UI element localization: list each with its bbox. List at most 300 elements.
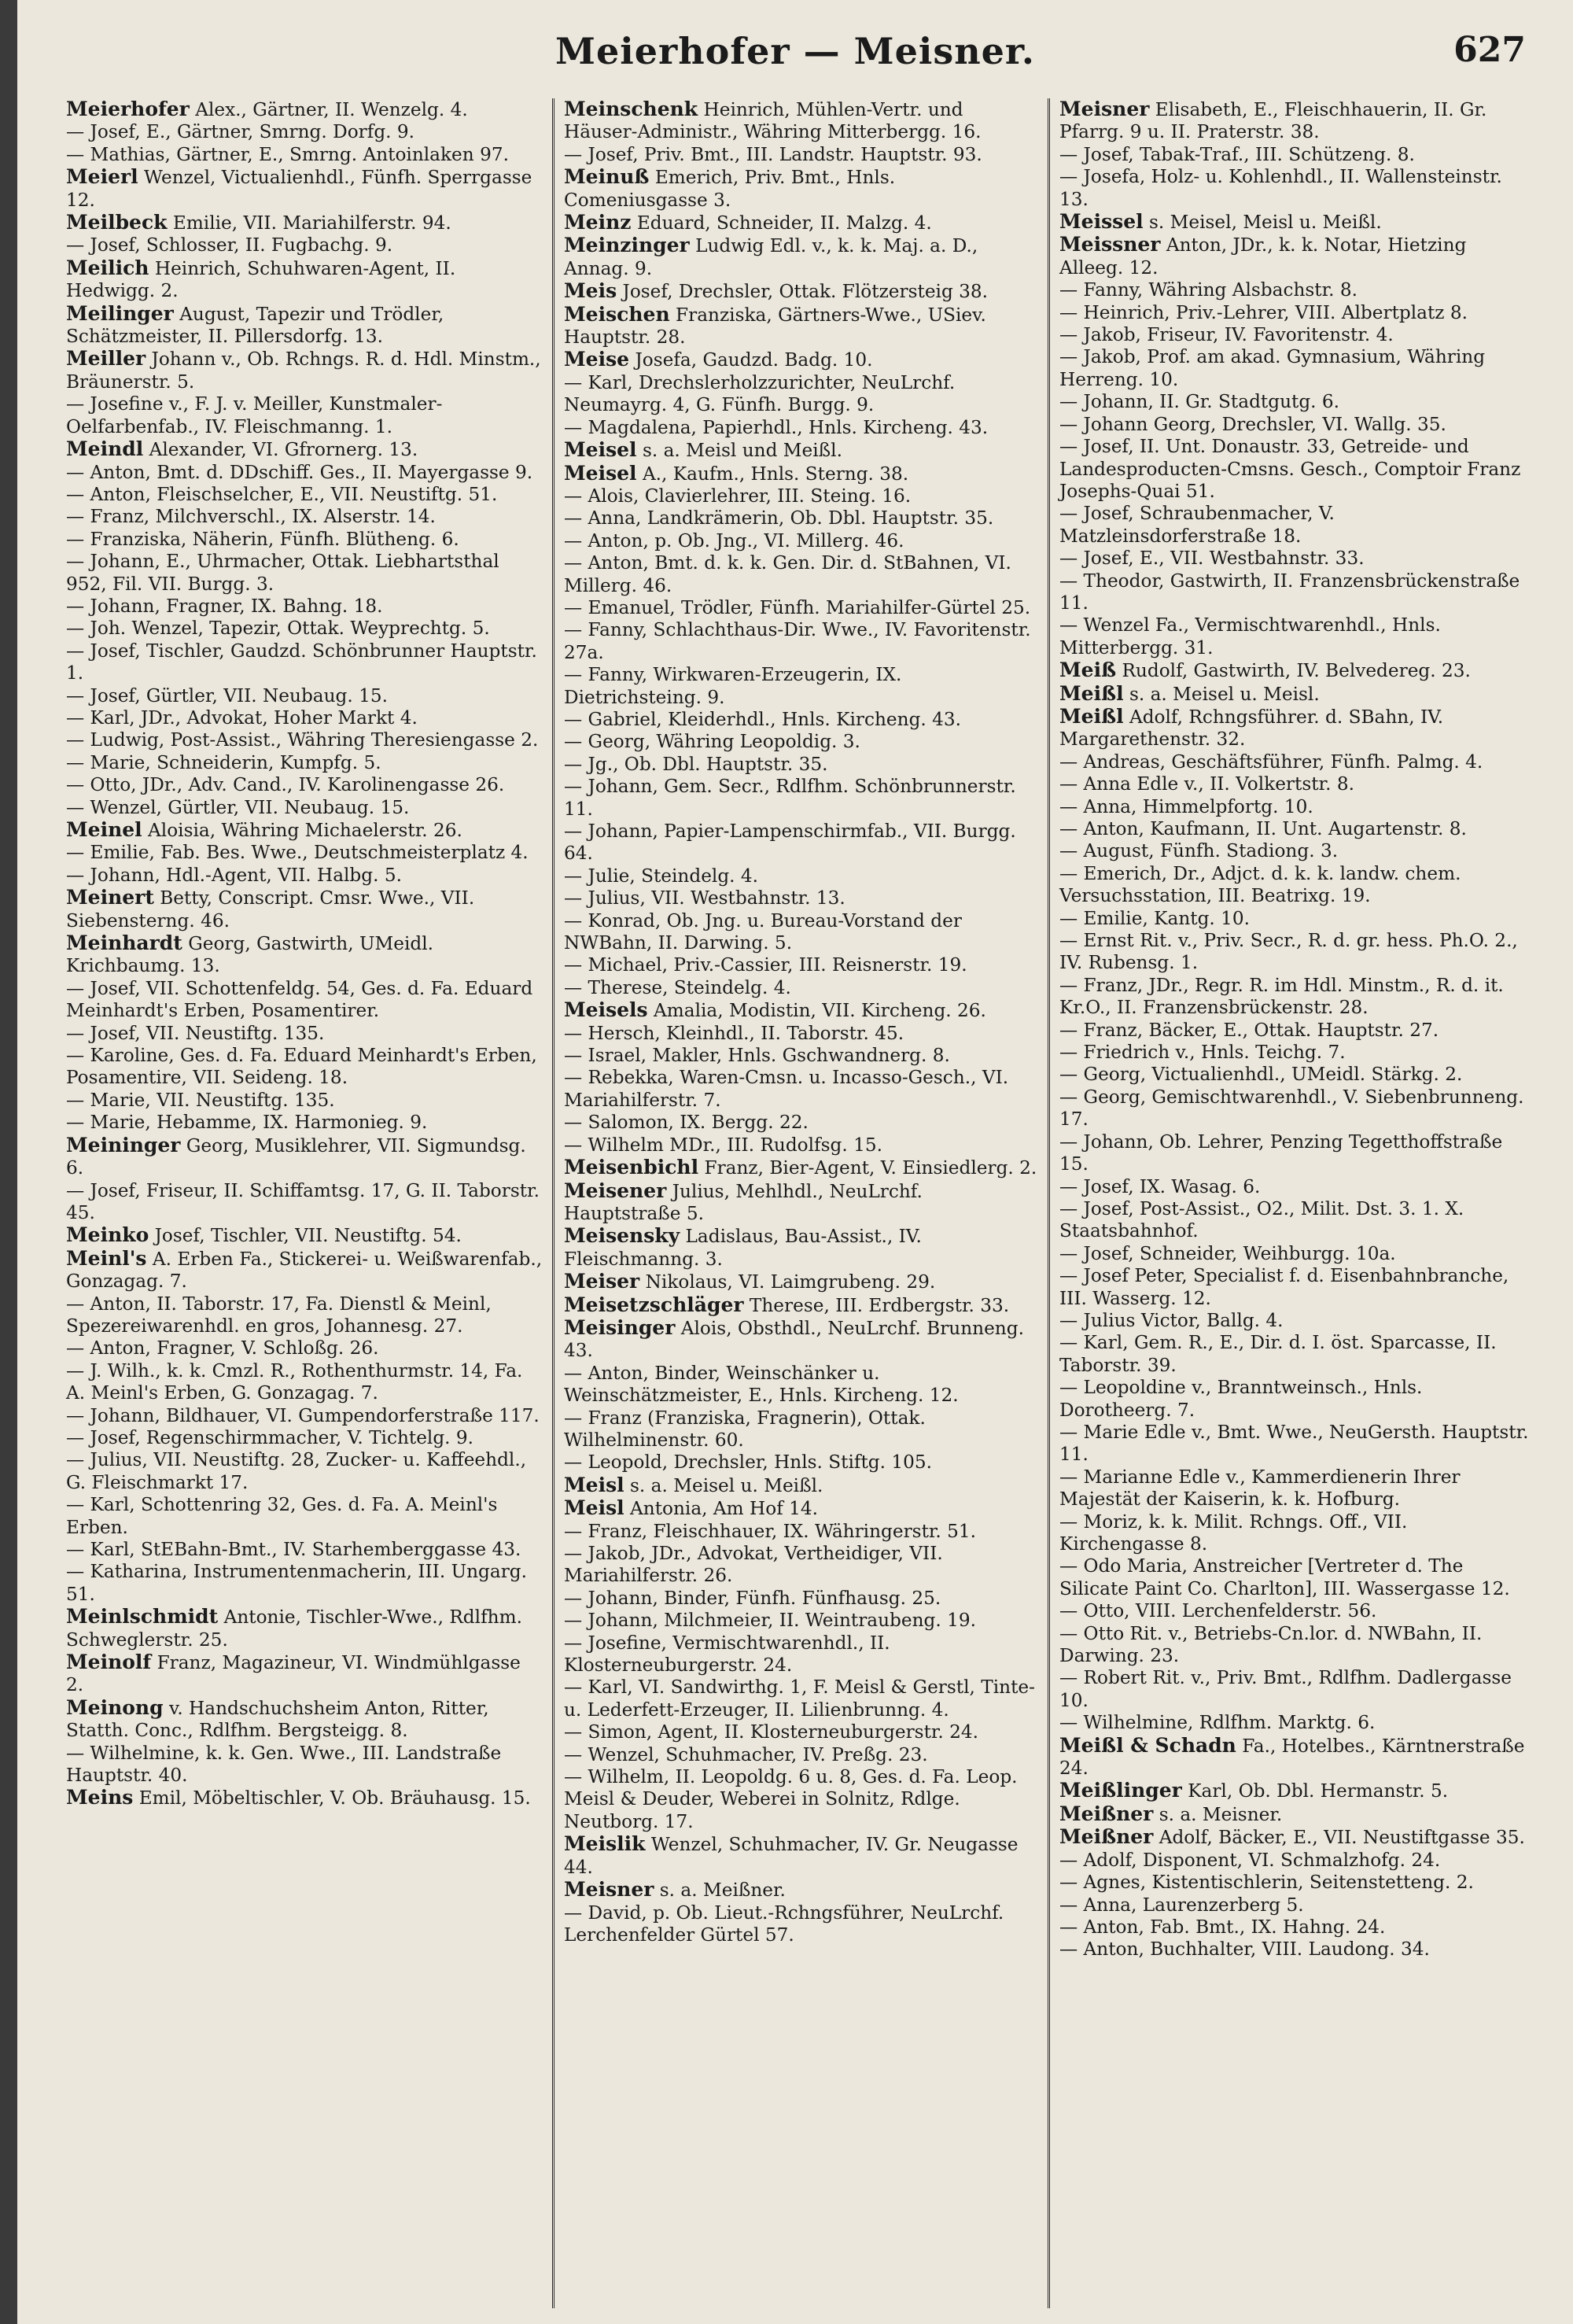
directory-entry: [1059, 391, 1534, 413]
entry-details: Betty, Conscript. Cmsr. Wwe., VII. Siebensterng. 46.: [66, 887, 475, 931]
entry-details: s. a. Meisel u. Meisl.: [1129, 683, 1320, 705]
entry-details: — Ernst Rit. v., Priv. Secr., R. d. gr. hess. Ph.O. 2., IV. Rubensg. 1.: [1059, 930, 1518, 974]
entry-details: Alex., Gärtner, II. Wenzelg. 4.: [195, 99, 468, 120]
directory-entry: [1059, 1466, 1534, 1511]
entry-details: — Franz, Fleischhauer, IX. Währingerstr. 51.: [564, 1520, 977, 1542]
entry-details: Wenzel, Victualienhdl., Fünfh. Sperrgasse 12.: [66, 167, 532, 211]
directory-entry: [1059, 548, 1534, 570]
entry-details: — Franz, Milchverschl., IX. Alserstr. 14.: [66, 506, 436, 528]
directory-entry: [66, 729, 543, 751]
entry-surname: Meinko: [66, 1223, 149, 1247]
directory-entry: [66, 932, 543, 978]
entry-details: — Therese, Steindelg. 4.: [564, 976, 791, 998]
directory-entry: [1059, 1422, 1534, 1466]
entry-details: — Franz (Franziska, Fragnerin), Ottak. Wilhelminenstr. 60.: [564, 1407, 926, 1451]
entry-details: — Joh. Wenzel, Tapezir, Ottak. Weyprechtg. 5.: [66, 618, 490, 640]
directory-entry: [564, 1225, 1038, 1271]
entry-details: s. a. Meisel u. Meißl.: [630, 1474, 823, 1496]
directory-entry: [564, 1294, 1038, 1317]
entry-details: — Jakob, Friseur, IV. Favoritenstr. 4.: [1059, 324, 1394, 346]
directory-entry: [1059, 1042, 1534, 1064]
entry-details: — Anton, Fragner, V. Schloßg. 26.: [66, 1337, 379, 1359]
directory-entry: [564, 821, 1038, 865]
entry-details: Emilie, VII. Mariahilferstr. 94.: [172, 212, 451, 234]
entry-details: — Josef, Schraubenmacher, V. Matzleinsdorferstraße 18.: [1059, 503, 1335, 547]
directory-entry: [564, 1902, 1038, 1947]
entry-details: August, Tapezir und Trödler, Schätzmeister, II. Pillersdorfg. 13.: [66, 303, 444, 348]
directory-columns: [57, 98, 1557, 2308]
entry-details: Therese, III. Erdbergstr. 33.: [749, 1294, 1010, 1316]
entry-surname: Meinuß: [564, 165, 650, 189]
entry-surname: Meisels: [564, 998, 648, 1022]
entry-details: — Josef, Post-Assist., O2., Milit. Dst. 3. 1. X. Staatsbahnhof.: [1059, 1197, 1464, 1242]
directory-entry: [564, 212, 1038, 234]
entry-surname: Meiller: [66, 347, 146, 371]
directory-entry: [66, 1337, 543, 1359]
directory-entry: [1059, 1872, 1534, 1894]
directory-entry: [66, 1743, 543, 1787]
entry-details: — Simon, Agent, II. Klosterneuburgerstr. 24.: [564, 1721, 979, 1743]
entry-details: — Julius, VII. Neustiftg. 28, Zucker- u. Kaffeehdl., G. Fleischmarkt 17.: [66, 1449, 527, 1493]
entry-details: s. a. Meisl und Meißl.: [642, 440, 842, 462]
directory-entry: [564, 776, 1038, 821]
entry-details: — Josefine, Vermischtwarenhdl., II. Klosterneuburgerstr. 24.: [564, 1632, 890, 1677]
entry-details: A. Erben Fa., Stickerei- u. Weißwarenfab., Gonzagag. 7.: [66, 1248, 543, 1293]
entry-details: — Leopoldine v., Branntweinsch., Hnls. Dorotheerg. 7.: [1059, 1377, 1423, 1421]
entry-details: — Johann, Fragner, IX. Bahng. 18.: [66, 595, 383, 617]
directory-entry: [564, 1112, 1038, 1134]
entry-details: — Fanny, Währing Alsbachstr. 8.: [1059, 279, 1358, 301]
entry-details: — Johann Georg, Drechsler, VI. Wallg. 35.: [1059, 413, 1446, 435]
entry-details: — Josefine v., F. J. v. Meiller, Kunstmaler-Oelfarbenfab., IV. Fleischmanng. 1.: [66, 393, 443, 437]
entry-surname: Meissner: [1059, 233, 1161, 256]
directory-entry: [564, 1134, 1038, 1156]
directory-entry: [1059, 1667, 1534, 1712]
directory-entry: [1059, 1243, 1534, 1265]
entry-details: — Georg, Währing Leopoldig. 3.: [564, 731, 860, 753]
directory-entry: [1059, 614, 1534, 659]
entry-details: — Konrad, Ob. Jng. u. Bureau-Vorstand der NWBahn, II. Darwing. 5.: [564, 909, 962, 954]
entry-details: — Josef, E., Gärtner, Smrng. Dorfg. 9.: [66, 121, 415, 143]
directory-entry: [564, 98, 1038, 144]
entry-details: — Franz, Bäcker, E., Ottak. Hauptstr. 27.: [1059, 1019, 1439, 1041]
directory-entry: [1059, 279, 1534, 301]
directory-entry: [66, 1360, 543, 1405]
directory-entry: [564, 977, 1038, 999]
entry-surname: Meisl: [564, 1496, 624, 1520]
entry-surname: Meinl's: [66, 1246, 147, 1270]
entry-details: Amalia, Modistin, VII. Kircheng. 26.: [654, 1000, 986, 1022]
entry-details: — August, Fünfh. Stadiong. 3.: [1059, 840, 1339, 862]
directory-entry: [564, 485, 1038, 507]
entry-details: — Johann, Ob. Lehrer, Penzing Tegetthoffstraße 15.: [1059, 1131, 1503, 1175]
entry-details: — Julius Victor, Ballg. 4.: [1059, 1309, 1284, 1331]
directory-entry: [1059, 414, 1534, 436]
entry-surname: Meißner: [1059, 1802, 1154, 1825]
entry-details: — Georg, Gemischtwarenhdl., V. Siebenbrunneng. 17.: [1059, 1086, 1524, 1131]
directory-entry: [66, 212, 543, 234]
directory-entry: [66, 348, 543, 393]
entry-details: — Jakob, JDr., Advokat, Vertheidiger, VII. Mariahilferstr. 26.: [564, 1543, 943, 1587]
entry-details: — Karl, Schottenring 32, Ges. d. Fa. A. Meinl's Erben.: [66, 1494, 498, 1538]
entry-details: — Marianne Edle v., Kammerdienerin Ihrer Majestät der Kaiserin, k. k. Hofburg.: [1059, 1466, 1461, 1511]
entry-details: — Johann, Binder, Fünfh. Fünfhausg. 25.: [564, 1587, 941, 1609]
entry-details: — Emerich, Dr., Adjct. d. k. k. landw. chem. Versuchsstation, III. Beatrixg. 19.: [1059, 862, 1461, 907]
entry-details: — Marie, Hebamme, IX. Harmonieg. 9.: [66, 1112, 428, 1134]
entry-details: — Josef, Gürtler, VII. Neubaug. 15.: [66, 684, 389, 706]
directory-entry: [564, 417, 1038, 439]
directory-entry: [564, 530, 1038, 552]
entry-details: — David, p. Ob. Lieut.-Rchngsführer, NeuLrchf. Lerchenfelder Gürtel 57.: [564, 1902, 1004, 1946]
entry-surname: Meisner: [564, 1878, 654, 1902]
entry-details: Julius, Mehlhdl., NeuLrchf. Hauptstraße 5.: [564, 1180, 923, 1224]
directory-entry: [66, 393, 543, 438]
directory-entry: [564, 731, 1038, 753]
directory-entry: [564, 1721, 1038, 1743]
entry-details: — Ludwig, Post-Assist., Währing Theresiengasse 2.: [66, 729, 539, 751]
directory-entry: [564, 597, 1038, 619]
entry-details: — Anna Edle v., II. Volkertstr. 8.: [1059, 773, 1354, 795]
directory-entry: [66, 144, 543, 166]
directory-entry: [564, 552, 1038, 597]
directory-entry: [1059, 436, 1534, 503]
directory-entry: [66, 707, 543, 729]
directory-entry: [1059, 1916, 1534, 1939]
entry-details: Georg, Gastwirth, UMeidl. Krichbaumg. 13.: [66, 933, 434, 977]
entry-surname: Meindl: [66, 437, 144, 461]
entry-details: — Josef, Regenschirmmacher, V. Tichtelg. 9.: [66, 1426, 474, 1448]
entry-surname: Meißl & Schadn: [1059, 1733, 1236, 1757]
entry-details: — Julius, VII. Westbahnstr. 13.: [564, 887, 845, 909]
directory-entry: [564, 1588, 1038, 1610]
column-2: [552, 98, 1048, 2308]
directory-entry: [564, 1067, 1038, 1112]
entry-details: — Wilhelm, II. Leopoldg. 6 u. 8, Ges. d. Fa. Leop. Meisl & Deuder, Weberei in Solnitz, Rdlge. Neutborg. 17.: [564, 1766, 1018, 1832]
directory-entry: [564, 144, 1038, 166]
entry-details: — Theodor, Gastwirth, II. Franzensbrückenstraße 11.: [1059, 570, 1520, 614]
directory-entry: [66, 257, 543, 303]
directory-entry: [564, 280, 1038, 303]
entry-details: — Gabriel, Kleiderhdl., Hnls. Kircheng. 43.: [564, 708, 962, 730]
entry-details: Heinrich, Mühlen-Vertr. und Häuser-Administr., Währing Mitterbergg. 16.: [564, 99, 982, 143]
entry-details: Johann v., Ob. Rchngs. R. d. Hdl. Minstm., Bräunerstr. 5.: [66, 349, 541, 393]
entry-surname: Meinschenk: [564, 98, 698, 120]
entry-details: — Wenzel, Gürtler, VII. Neubaug. 15.: [66, 796, 410, 818]
entry-surname: Meisel: [564, 461, 637, 485]
entry-details: — Hersch, Kleinhdl., II. Taborstr. 45.: [564, 1022, 904, 1044]
directory-entry: [66, 618, 543, 640]
directory-entry: [564, 1766, 1038, 1833]
entry-details: — Johann, Papier-Lampenschirmfab., VII. Burgg. 64.: [564, 821, 1016, 865]
directory-entry: [1059, 930, 1534, 975]
entry-details: — Karoline, Ges. d. Fa. Eduard Meinhardt's Erben, Posamentire, VII. Seideng. 18.: [66, 1045, 537, 1089]
entry-details: — Otto Rit. v., Betriebs-Cn.lor. d. NWBahn, II. Darwing. 23.: [1059, 1622, 1483, 1667]
entry-details: — Wenzel Fa., Vermischtwarenhdl., Hnls. Mitterbergg. 31.: [1059, 614, 1441, 658]
entry-surname: Meisetzschläger: [564, 1293, 744, 1316]
entry-details: Adolf, Bäcker, E., VII. Neustiftgasse 35.: [1159, 1827, 1525, 1849]
directory-entry: [564, 439, 1038, 462]
entry-details: — Alois, Clavierlehrer, III. Steing. 16.: [564, 485, 912, 507]
entry-surname: Meisner: [1059, 98, 1150, 120]
entry-details: — Anton, Kaufmann, II. Unt. Augartenstr. 8.: [1059, 818, 1467, 839]
directory-entry: [564, 1610, 1038, 1632]
entry-details: — Josef, II. Unt. Donaustr. 33, Getreide- und Landesproducten-Cmsns. Gesch., Comptoir Franz Josephs-Quai 51.: [1059, 436, 1521, 502]
directory-entry: [564, 1497, 1038, 1520]
directory-entry: [66, 506, 543, 528]
directory-entry: [1059, 1555, 1534, 1600]
entry-details: Alexander, VI. Gfrornerg. 13.: [149, 439, 418, 461]
entry-details: — Otto, VIII. Lerchenfelderstr. 56.: [1059, 1600, 1377, 1622]
entry-details: — Anton, Bmt. d. k. k. Gen. Dir. d. StBahnen, VI. Millerg. 46.: [564, 552, 1011, 596]
directory-entry: [564, 507, 1038, 529]
directory-entry: [66, 166, 543, 212]
entry-surname: Meins: [66, 1786, 134, 1809]
entry-surname: Meilich: [66, 256, 149, 279]
entry-details: Emerich, Priv. Bmt., Hnls. Comeniusgasse 3.: [564, 167, 896, 211]
entry-details: Josef, Drechsler, Ottak. Flötzersteig 38.: [622, 281, 989, 303]
entry-details: — Fanny, Wirkwaren-Erzeugerin, IX. Dietrichsteing. 9.: [564, 664, 902, 708]
directory-entry: [66, 529, 543, 551]
directory-entry: [1059, 1939, 1534, 1961]
directory-entry: [564, 709, 1038, 731]
entry-details: Franziska, Gärtners-Wwe., USiev. Hauptstr. 28.: [564, 304, 986, 349]
entry-details: — Josef, Priv. Bmt., III. Landstr. Hauptstr. 93.: [564, 143, 982, 165]
entry-details: — Anton, Buchhalter, VIII. Laudong. 34.: [1059, 1939, 1430, 1961]
page-header: [49, 30, 1542, 85]
entry-details: — Agnes, Kistentischlerin, Seitenstetteng. 2.: [1059, 1872, 1474, 1894]
directory-entry: [564, 1180, 1038, 1226]
directory-entry: [66, 685, 543, 707]
directory-entry: [66, 1697, 543, 1743]
directory-entry: [1059, 1131, 1534, 1176]
directory-entry: [66, 1651, 543, 1697]
directory-entry: [1059, 1377, 1534, 1422]
entry-details: — Anna, Laurenzerberg 5.: [1059, 1894, 1304, 1916]
directory-entry: [1059, 706, 1534, 751]
entry-details: Antonia, Am Hof 14.: [630, 1498, 819, 1520]
entry-details: — Moriz, k. k. Milit. Rchngs. Off., VII. Kirchengasse 8.: [1059, 1511, 1408, 1555]
directory-entry: [66, 1787, 543, 1809]
directory-entry: [1059, 751, 1534, 773]
entry-details: — Johann, Hdl.-Agent, VII. Halbg. 5.: [66, 864, 402, 886]
entry-details: Aloisia, Währing Michaelerstr. 26.: [148, 820, 462, 841]
entry-details: — Leopold, Drechsler, Hnls. Stiftg. 105.: [564, 1452, 933, 1474]
entry-details: — Anton, II. Taborstr. 17, Fa. Dienstl & Meinl, Spezereiwarenhdl. en gros, Johannesg. 27.: [66, 1293, 492, 1337]
entry-details: — Magdalena, Papierhdl., Hnls. Kircheng. 43.: [564, 416, 989, 438]
entry-surname: Meißner: [1059, 1825, 1154, 1849]
directory-entry: [564, 1045, 1038, 1067]
entry-surname: Meisinger: [564, 1315, 676, 1339]
directory-entry: [1059, 1064, 1534, 1086]
entry-details: Anton, JDr., k. k. Notar, Hietzing Alleeg. 12.: [1059, 234, 1467, 279]
directory-entry: [564, 1317, 1038, 1363]
entry-details: — Anton, Fab. Bmt., IX. Hahng. 24.: [1059, 1916, 1386, 1938]
directory-entry: [66, 1248, 543, 1293]
entry-details: s. Meisel, Meisl u. Meißl.: [1149, 212, 1382, 234]
directory-entry: [1059, 796, 1534, 818]
entry-details: — Johann, E., Uhrmacher, Ottak. Liebhartsthal 952, Fil. VII. Burgg. 3.: [66, 551, 499, 595]
entry-details: — Josef, VII. Schottenfeldg. 54, Ges. d. Fa. Eduard Meinhardt's Erben, Posamentirer.: [66, 977, 533, 1022]
directory-entry: [564, 664, 1038, 709]
page-title: Meierhofer — Meisner.: [555, 30, 1035, 72]
entry-details: Wenzel, Schuhmacher, IV. Gr. Neugasse 44.: [564, 1834, 1019, 1878]
directory-entry: [564, 1363, 1038, 1407]
directory-entry: [66, 551, 543, 596]
entry-details: — J. Wilh., k. k. Cmzl. R., Rothenthurmstr. 14, Fa. A. Meinl's Erben, G. Gonzagag. 7.: [66, 1359, 523, 1404]
entry-details: — Karl, VI. Sandwirthg. 1, F. Meisl & Gerstl, Tinte- u. Lederfett-Erzeuger, II. Lilienbrunng. 4.: [564, 1677, 1035, 1721]
entry-details: Rudolf, Gastwirth, IV. Belvedereg. 23.: [1122, 660, 1471, 682]
directory-entry: [1059, 302, 1534, 324]
entry-details: Ladislaus, Bau-Assist., IV. Fleischmanng. 3.: [564, 1226, 922, 1270]
directory-entry: [1059, 975, 1534, 1020]
directory-entry: [564, 910, 1038, 955]
directory-entry: [564, 1023, 1038, 1045]
directory-entry: [564, 1879, 1038, 1902]
directory-entry: [66, 1180, 543, 1225]
entry-surname: Meilinger: [66, 301, 174, 325]
entry-surname: Meisl: [564, 1473, 624, 1496]
directory-entry: [66, 1405, 543, 1427]
directory-entry: [564, 1632, 1038, 1677]
entry-details: — Anna, Landkrämerin, Ob. Dbl. Hauptstr. 35.: [564, 507, 994, 529]
entry-details: — Josef, Friseur, II. Schiffamtsg. 17, G. II. Taborstr. 45.: [66, 1179, 540, 1223]
directory-entry: [564, 372, 1038, 417]
directory-entry: [564, 1744, 1038, 1766]
directory-entry: [564, 1156, 1038, 1179]
directory-entry: [66, 1045, 543, 1090]
directory-entry: [564, 1833, 1038, 1879]
directory-entry: [66, 1023, 543, 1045]
directory-entry: [564, 349, 1038, 371]
entry-details: — Anna, Himmelpfortg. 10.: [1059, 795, 1313, 817]
directory-entry: [564, 1474, 1038, 1497]
directory-entry: [66, 1449, 543, 1494]
entry-details: Franz, Magazineur, VI. Windmühlgasse 2.: [66, 1652, 521, 1696]
entry-details: Emil, Möbeltischler, V. Ob. Bräuhausg. 15.: [138, 1787, 531, 1809]
directory-entry: [66, 438, 543, 461]
entry-details: Heinrich, Schuhwaren-Agent, II. Hedwigg. 2.: [66, 257, 456, 302]
directory-entry: [66, 1427, 543, 1449]
directory-entry: [564, 999, 1038, 1022]
directory-entry: [564, 754, 1038, 776]
entry-details: — Emilie, Fab. Bes. Wwe., Deutschmeisterplatz 4.: [66, 842, 529, 864]
directory-entry: [564, 1452, 1038, 1474]
directory-entry: [66, 1134, 543, 1180]
entry-surname: Meininger: [66, 1133, 181, 1156]
directory-entry: [1059, 1020, 1534, 1042]
directory-entry: [66, 98, 543, 121]
directory-entry: [1059, 683, 1534, 706]
entry-details: — Wilhelm MDr., III. Rudolfsg. 15.: [564, 1134, 882, 1156]
directory-entry: [66, 303, 543, 349]
entry-details: Fa., Hotelbes., Kärntnerstraße 24.: [1059, 1735, 1525, 1780]
page-number: 627: [1453, 30, 1526, 70]
entry-details: Franz, Bier-Agent, V. Einsiedlerg. 2.: [704, 1157, 1037, 1179]
directory-entry: [1059, 1780, 1534, 1802]
entry-surname: Meißlinger: [1059, 1779, 1182, 1802]
entry-surname: Meinlschmidt: [66, 1605, 219, 1629]
entry-details: — Israel, Makler, Hnls. Gschwandnerg. 8.: [564, 1045, 950, 1067]
entry-surname: Meierhofer: [66, 98, 190, 120]
entry-details: — Anton, p. Ob. Jng., VI. Millerg. 46.: [564, 529, 904, 551]
directory-entry: [564, 954, 1038, 976]
entry-details: — Josef, Tischler, Gaudzd. Schönbrunner Hauptstr. 1.: [66, 640, 537, 684]
directory-entry: [66, 640, 543, 685]
directory-entry: [66, 1224, 543, 1247]
directory-entry: [66, 121, 543, 143]
directory-entry: [1059, 1850, 1534, 1872]
entry-surname: Meiß: [1059, 658, 1117, 682]
directory-entry: [66, 484, 543, 506]
entry-details: — Odo Maria, Anstreicher [Vertreter d. The Silicate Paint Co. Charlton], III. Wassergasse 12.: [1059, 1555, 1510, 1599]
directory-entry: [66, 596, 543, 618]
directory-entry: [66, 462, 543, 484]
entry-details: — Heinrich, Priv.-Lehrer, VIII. Albertplatz 8.: [1059, 301, 1468, 323]
entry-surname: Meinhardt: [66, 931, 182, 955]
entry-details: — Josefa, Holz- u. Kohlenhdl., II. Wallensteinstr. 13.: [1059, 166, 1502, 210]
entry-details: — Marie Edle v., Bmt. Wwe., NeuGersth. Hauptstr. 11.: [1059, 1421, 1529, 1466]
directory-entry: [66, 819, 543, 842]
entry-details: s. a. Meisner.: [1159, 1803, 1283, 1825]
entry-details: — Johann, Gem. Secr., Rdlfhm. Schönbrunnerstr. 11.: [564, 776, 1016, 820]
directory-entry: [1059, 1735, 1534, 1780]
directory-entry: [66, 752, 543, 774]
directory-entry: [1059, 773, 1534, 795]
entry-details: Josef, Tischler, VII. Neustiftg. 54.: [154, 1225, 462, 1247]
entry-details: v. Handschuchsheim Anton, Ritter, Statth. Conc., Rdlfhm. Bergsteigg. 8.: [66, 1697, 489, 1742]
directory-entry: [1059, 346, 1534, 391]
entry-surname: Meißl: [1059, 704, 1124, 728]
directory-entry: [564, 166, 1038, 212]
entry-details: — Mathias, Gärtner, E., Smrng. Antoinlaken 97.: [66, 143, 509, 165]
directory-entry: [66, 1090, 543, 1112]
directory-entry: [66, 978, 543, 1023]
entry-surname: Meisener: [564, 1179, 667, 1202]
column-1: [57, 98, 552, 2308]
directory-entry: [1059, 1600, 1534, 1622]
directory-entry: [564, 1543, 1038, 1588]
directory-entry: [1059, 166, 1534, 211]
entry-details: — Karl, StEBahn-Bmt., IV. Starhemberggasse 43.: [66, 1539, 521, 1560]
directory-entry: [564, 1407, 1038, 1452]
directory-entry: [564, 1271, 1038, 1293]
directory-entry: [1059, 1826, 1534, 1849]
directory-entry: [66, 1539, 543, 1561]
directory-entry: [66, 234, 543, 256]
directory-entry: [1059, 1712, 1534, 1734]
entry-details: — Josef, Schlosser, II. Fugbachg. 9.: [66, 234, 393, 256]
entry-details: — Robert Rit. v., Priv. Bmt., Rdlfhm. Dadlergasse 10.: [1059, 1667, 1512, 1711]
directory-entry: [1059, 234, 1534, 279]
directory-entry: [66, 797, 543, 819]
directory-entry: [1059, 908, 1534, 930]
entry-details: Josefa, Gaudzd. Badg. 10.: [635, 349, 873, 371]
entry-surname: Meise: [564, 348, 630, 371]
entry-surname: Meisel: [564, 438, 637, 462]
entry-surname: Meislik: [564, 1832, 646, 1856]
entry-details: — Johann, II. Gr. Stadtgutg. 6.: [1059, 391, 1340, 413]
directory-entry: [1059, 863, 1534, 908]
directory-entry: [1059, 211, 1534, 234]
column-3: [1048, 98, 1543, 2308]
entry-details: — Karl, JDr., Advokat, Hoher Markt 4.: [66, 706, 418, 729]
directory-entry: [1059, 840, 1534, 862]
entry-details: — Emanuel, Trödler, Fünfh. Mariahilfer-Gürtel 25.: [564, 596, 1031, 618]
entry-details: — Otto, JDr., Adv. Cand., IV. Karolinengasse 26.: [66, 774, 505, 796]
directory-entry: [66, 1494, 543, 1539]
directory-entry: [66, 1606, 543, 1651]
entry-surname: Meilbeck: [66, 211, 168, 234]
